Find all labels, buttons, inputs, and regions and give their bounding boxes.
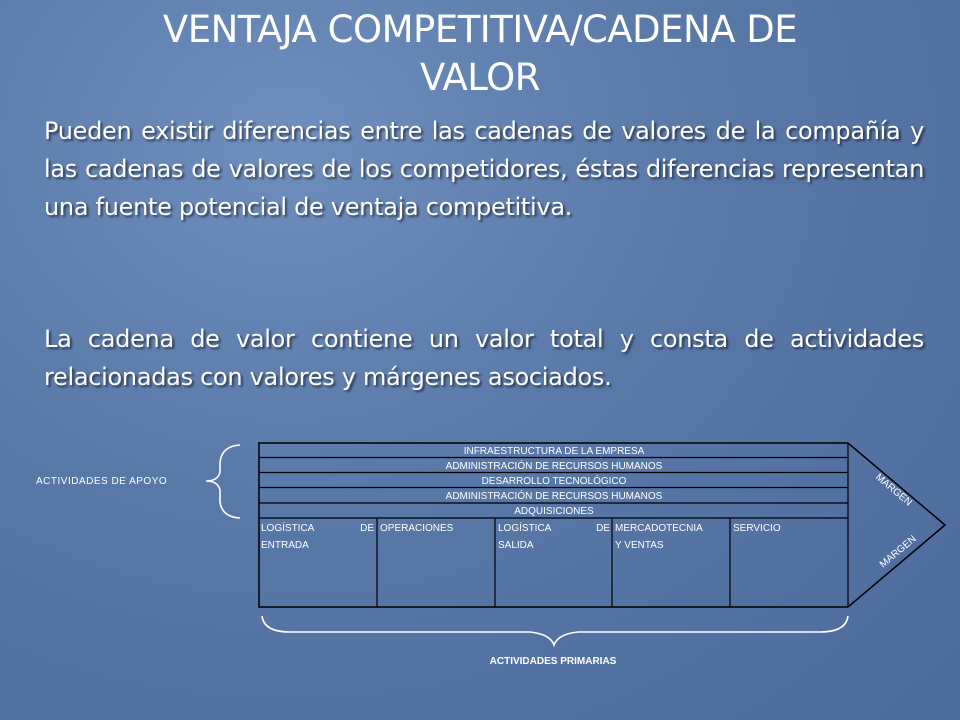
primary-activity: ENTRADA (261, 540, 309, 551)
support-activity: INFRAESTRUCTURA DE LA EMPRESA (463, 446, 645, 457)
support-brace (206, 445, 240, 518)
support-activity: ADMINISTRACIÓN DE RECURSOS HUMANOS (445, 461, 663, 472)
primary-activities-label: ACTIVIDADES PRIMARIAS (489, 656, 617, 667)
primary-activity: MERCADOTECNIA (615, 523, 703, 534)
primary-activity: Y VENTAS (615, 540, 664, 551)
margin-label: MARGEN (877, 533, 919, 571)
margin-label: MARGEN (873, 471, 914, 509)
primary-activity: DE (360, 523, 374, 534)
primary-activity: LOGÍSTICA (498, 523, 552, 534)
primary-brace (262, 616, 848, 645)
support-activity: ADQUISICIONES (514, 506, 594, 517)
primary-activity: SALIDA (498, 540, 534, 551)
primary-activity: SERVICIO (733, 523, 781, 534)
support-activity: DESARROLLO TECNOLÓGICO (481, 476, 627, 487)
primary-activity: OPERACIONES (380, 523, 454, 534)
slide-title: VENTAJA COMPETITIVA/CADENA DE VALOR (162, 8, 798, 99)
support-activity: ADMINISTRACIÓN DE RECURSOS HUMANOS (445, 491, 663, 502)
support-activities-label: ACTIVIDADES DE APOYO (36, 476, 168, 487)
primary-activity: LOGÍSTICA (261, 523, 315, 534)
paragraph-value-chain: La cadena de valor contiene un valor total y consta de actividades relacionadas con valores y márgenes asociados. (44, 325, 924, 391)
primary-activity: DE (596, 523, 610, 534)
paragraph-differences: Pueden existir diferencias entre las cadenas de valores de la compañía y las cadenas de valores de los competidores, éstas diferencias representan una fuente potencial de ventaja competitiva. (44, 117, 924, 221)
